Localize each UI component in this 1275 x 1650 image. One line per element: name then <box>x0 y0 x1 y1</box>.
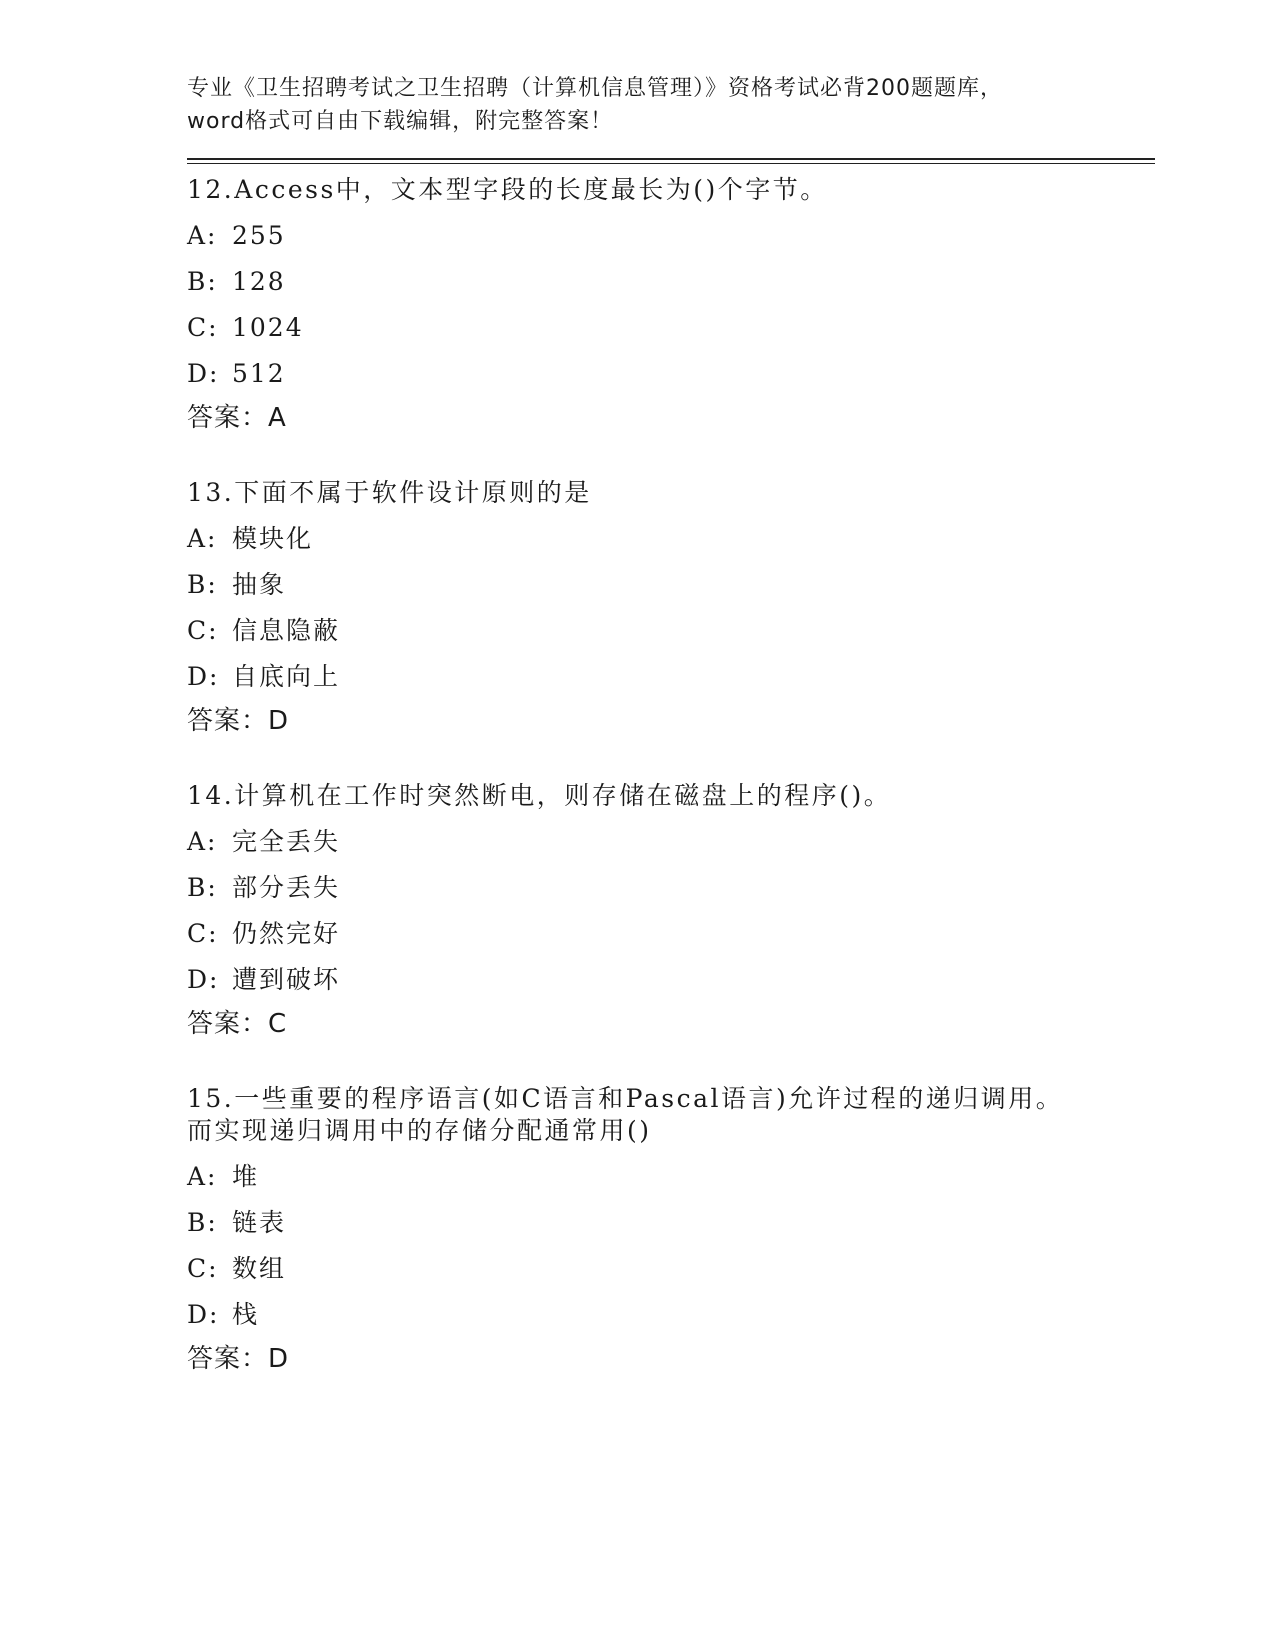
question-13 <box>187 477 1167 737</box>
document-header <box>187 72 1167 138</box>
option-text: 255 <box>232 221 286 250</box>
option-text: 堆 <box>232 1162 260 1191</box>
option-letter: C: <box>187 1254 219 1283</box>
option-letter: D: <box>187 662 220 691</box>
answer-line: 答案：C <box>187 1009 288 1039</box>
option-letter: B: <box>187 873 218 902</box>
option-text: 数组 <box>232 1254 287 1283</box>
question-stem: 14.计算机在工作时突然断电，则存储在磁盘上的程序()。 <box>187 781 892 810</box>
option-a <box>187 523 1167 569</box>
option-letter: C: <box>187 919 219 948</box>
option-letter: D: <box>187 359 220 388</box>
option-a <box>187 220 1167 266</box>
option-b <box>187 569 1167 615</box>
answer-line: 答案：D <box>187 706 290 736</box>
option-text: 信息隐蔽 <box>232 616 341 645</box>
option-letter: A: <box>187 524 218 553</box>
option-text: 链表 <box>232 1208 287 1237</box>
question-stem: 15.一些重要的程序语言(如C语言和Pascal语言)允许过程的递归调用。而实现递归调用中的存储分配通常用() <box>187 1084 1064 1145</box>
option-letter: B: <box>187 570 218 599</box>
answer-line: 答案：D <box>187 1344 290 1374</box>
option-text: 模块化 <box>232 524 314 553</box>
option-text: 128 <box>232 267 286 296</box>
option-d <box>187 1299 1167 1345</box>
option-letter: B: <box>187 267 218 296</box>
option-b <box>187 266 1167 312</box>
question-list <box>187 174 1167 1375</box>
question-15 <box>187 1083 1167 1375</box>
option-c <box>187 312 1167 358</box>
option-letter: A: <box>187 827 218 856</box>
option-text: 仍然完好 <box>232 919 341 948</box>
header-line-2: word格式可自由下载编辑，附完整答案！ <box>187 109 614 134</box>
question-14 <box>187 780 1167 1040</box>
option-letter: C: <box>187 313 219 342</box>
option-text: 1024 <box>232 313 304 342</box>
option-text: 遭到破坏 <box>232 965 341 994</box>
option-c <box>187 615 1167 661</box>
document-page <box>187 72 1167 1418</box>
option-letter: D: <box>187 1300 220 1329</box>
question-12 <box>187 174 1167 434</box>
option-text: 部分丢失 <box>232 873 341 902</box>
option-text: 栈 <box>232 1300 260 1329</box>
option-letter: A: <box>187 1162 218 1191</box>
header-line-1: 专业《卫生招聘考试之卫生招聘（计算机信息管理）》资格考试必背200题题库， <box>187 76 1003 101</box>
option-letter: D: <box>187 965 220 994</box>
option-c <box>187 1253 1167 1299</box>
option-d <box>187 964 1167 1010</box>
answer-line: 答案：A <box>187 403 287 433</box>
option-b <box>187 872 1167 918</box>
question-stem: 12.Access中，文本型字段的长度最长为()个字节。 <box>187 175 828 204</box>
option-c <box>187 918 1167 964</box>
option-d <box>187 358 1167 404</box>
option-d <box>187 661 1167 707</box>
question-stem: 13.下面不属于软件设计原则的是 <box>187 478 592 507</box>
option-letter: A: <box>187 221 218 250</box>
option-a <box>187 1161 1167 1207</box>
option-text: 抽象 <box>232 570 287 599</box>
option-b <box>187 1207 1167 1253</box>
option-letter: B: <box>187 1208 218 1237</box>
option-text: 自底向上 <box>232 662 341 691</box>
option-a <box>187 826 1167 872</box>
option-letter: C: <box>187 616 219 645</box>
header-divider <box>187 158 1155 164</box>
option-text: 完全丢失 <box>232 827 341 856</box>
option-text: 512 <box>232 359 286 388</box>
